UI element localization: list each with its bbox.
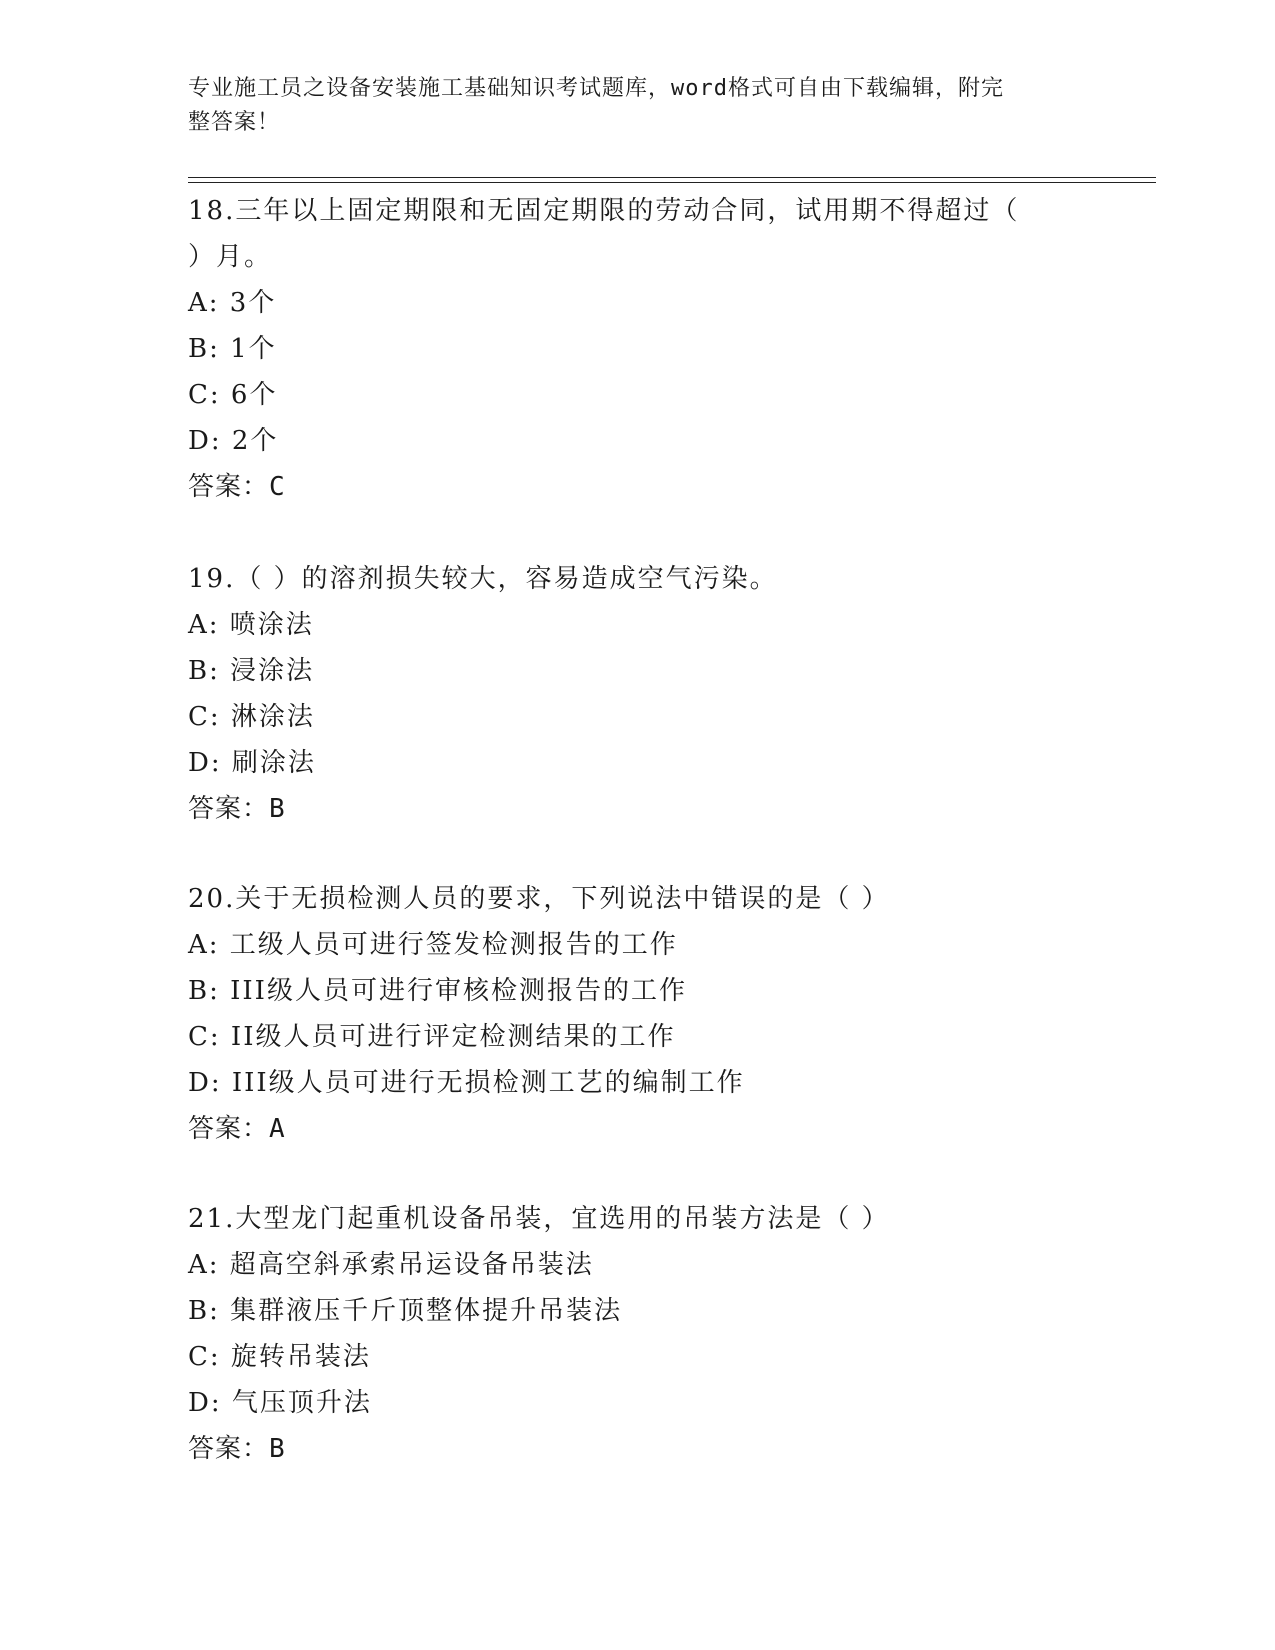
question-stem: 19.（ ）的溶剂损失较大，容易造成空气污染。 <box>188 564 778 594</box>
question-stem: 21.大型龙门起重机设备吊装，宜选用的吊装方法是（ ） <box>188 1204 890 1234</box>
option-d: D: 2个 <box>188 426 279 456</box>
question-19 <box>188 556 1088 832</box>
answer: 答案：A <box>188 1114 286 1144</box>
question-stem: 18.三年以上固定期限和无固定期限的劳动合同，试用期不得超过（ <box>188 196 1020 226</box>
option-a: A: 工级人员可进行签发检测报告的工作 <box>188 930 678 960</box>
option-d: D: 刷涂法 <box>188 748 316 778</box>
option-c: C: II级人员可进行评定检测结果的工作 <box>188 1022 676 1052</box>
answer: 答案：B <box>188 1434 286 1464</box>
option-d: D: 气压顶升法 <box>188 1388 372 1418</box>
answer: 答案：B <box>188 794 286 824</box>
option-b: B: 浸涂法 <box>188 656 315 686</box>
header-line-1: 专业施工员之设备安装施工基础知识考试题库，word格式可自由下载编辑，附完 <box>188 76 1004 101</box>
question-stem: 20.关于无损检测人员的要求，下列说法中错误的是（ ） <box>188 884 890 914</box>
document-header <box>188 72 1078 140</box>
header-divider-bottom <box>188 182 1156 183</box>
question-18 <box>188 188 1088 510</box>
option-b: B: III级人员可进行审核检测报告的工作 <box>188 976 687 1006</box>
question-20 <box>188 876 1088 1152</box>
option-c: C: 淋涂法 <box>188 702 315 732</box>
option-b: B: 1个 <box>188 334 277 364</box>
answer: 答案：C <box>188 472 286 502</box>
option-c: C: 6个 <box>188 380 278 410</box>
option-b: B: 集群液压千斤顶整体提升吊装法 <box>188 1296 623 1326</box>
option-a: A: 喷涂法 <box>188 610 314 640</box>
question-21 <box>188 1196 1088 1472</box>
option-a: A: 超高空斜承索吊运设备吊装法 <box>188 1250 594 1280</box>
option-a: A: 3个 <box>188 288 277 318</box>
header-divider-top <box>188 177 1156 178</box>
option-c: C: 旋转吊装法 <box>188 1342 371 1372</box>
option-d: D: III级人员可进行无损检测工艺的编制工作 <box>188 1068 745 1098</box>
question-stem-continued: ）月。 <box>188 242 273 272</box>
header-line-2: 整答案！ <box>188 110 281 135</box>
